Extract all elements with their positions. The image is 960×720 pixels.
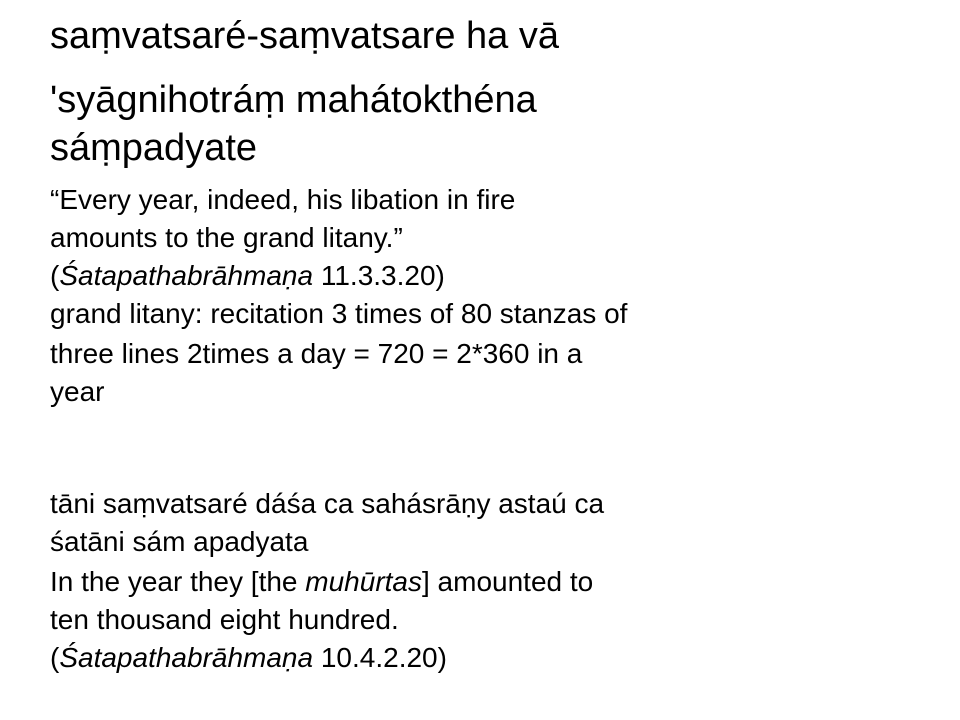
translation2-post: ] amounted to [422, 566, 594, 597]
translation-line-2: amounts to the grand litany.” [50, 222, 403, 253]
sanskrit2-line-1: tāni saṃvatsaré dáśa ca sahásrāṇy astaú ca [50, 488, 605, 519]
translation-line-1: “Every year, indeed, his libation in fire [50, 184, 516, 215]
sanskrit-line-2: 'syāgnihotráṃ mahátokthéna [50, 79, 537, 121]
slide-content [50, 0, 940, 720]
citation2-work: Śatapathabrāhmaṇa [59, 642, 314, 673]
translation2-line-1 [50, 565, 593, 599]
translation2-line-2: ten thousand eight hundred. [50, 604, 399, 635]
sanskrit-line-3: sáṃpadyate [50, 127, 258, 169]
citation-2 [50, 641, 447, 675]
citation2-ref: 10.4.2.20) [313, 642, 447, 673]
sanskrit2-line-2: śatāni sám apadyata [50, 526, 309, 557]
citation2-open: ( [50, 642, 60, 673]
note-line-1: grand litany: recitation 3 times of 80 stanzas of [50, 298, 628, 329]
translation2-pre: In the year they [the [50, 566, 306, 597]
note-line-2: three lines 2times a day = 720 = 2*360 in a [50, 338, 583, 369]
citation-work: Śatapathabrāhmaṇa [59, 260, 314, 291]
translation2-term: muhūrtas [305, 566, 422, 597]
citation-ref: 11.3.3.20) [313, 260, 445, 291]
citation-open: ( [50, 260, 60, 291]
citation-1 [50, 259, 445, 293]
sanskrit-line-1: saṃvatsaré-saṃvatsare ha vā [50, 15, 559, 57]
note-line-3: year [50, 376, 105, 407]
